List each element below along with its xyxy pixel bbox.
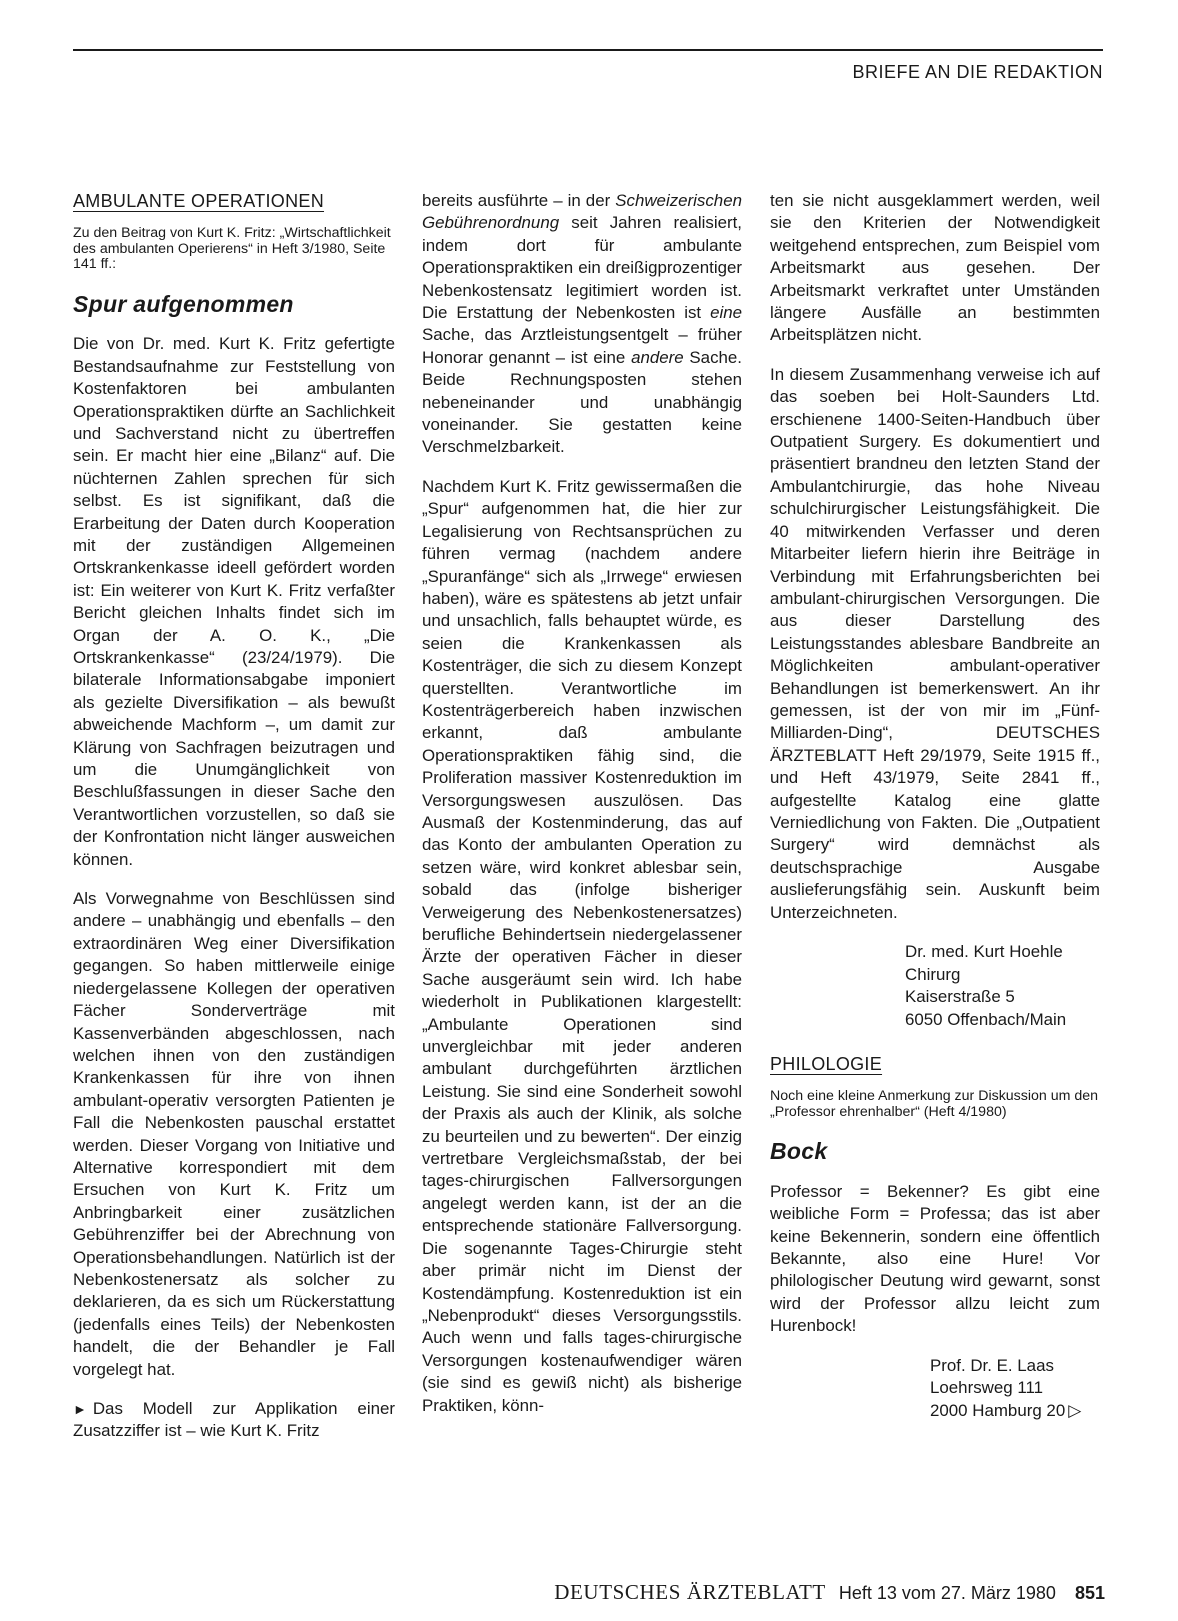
paragraph — [422, 190, 742, 459]
signature-line: Dr. med. Kurt Hoehle — [905, 942, 1063, 961]
continue-arrow-icon: ▷ — [1068, 1400, 1082, 1420]
page-number: 851 — [1074, 1583, 1105, 1603]
column-1 — [73, 190, 395, 1460]
column-2 — [422, 190, 742, 1434]
signature-line — [930, 1400, 1100, 1423]
article-title-spur: Spur aufgenommen — [73, 290, 294, 317]
section-header: BRIEFE AN DIE REDAKTION — [852, 62, 1103, 82]
paragraph: Nachdem Kurt K. Fritz gewissermaßen die „Spur“ aufgenommen hat, die hier zur Legalisierung von Rechtsansprüchen zu führen vermag (nachdem andere „Spuranfänge“ sich als „Irrwege“ erwiesen haben), wäre es spätestens ab jetzt unfair und unsachlich, falls behauptet würde, es seien die Krankenkassen als Kostenträger, die sich zu diesem Konzept querstellten. Verantwortliche im Kostenträgerbereich haben inzwischen erkannt, daß ambulante Operationspraktiken fähig sind, die Proliferation massiver Kostenreduktion im Versorgungswesen auszulösen. Das Ausmaß der Kostenminderung, das auf das Konto der ambulanten Operation zu setzen wäre, wird konkret ablesbar sein, sobald das (infolge bisheriger Verweigerung des Nebenkostenersatzes) berufliche Behindertsein niedergelassener Ärzte der operativen Fächer in dieser Sache ausgeräumt sein wird. Ich habe wiederholt in Publikationen klargestellt: „Ambulante Operationen sind unvergleichbar mit jeder anderen ambulant durchgeführten ärztlichen Leistung. Sie sind eine Sonderheit sowohl der Praxis als auch der Klinik, als solche zu beurteilen und zu bewerten“. Der einzig vertretbare Vergleichsmaßstab, der bei tages-chirurgischen Fallversorgungen angelegt werden kann, ist der an die entsprechende stationäre Fallversorgung. Die sogenannte Tages-Chirurgie steht aber primär nicht im Dienst der Kostendämpfung. Kostenreduktion ist ein „Nebenprodukt“ dieses Versorgungsstils. Auch wenn und falls tages-chirurgische Versorgungen kostenaufwendiger wären (sie sind es gewiß nicht) als bisherige Praktiken, könn- — [422, 476, 742, 1415]
article-intro: Zu den Beitrag von Kurt K. Fritz: „Wirtschaftlichkeit des ambulanten Operierens“ in Heft 3/1980, Seite 141 ff.: — [73, 225, 391, 273]
text-run: Sache, das Arztleistungsentgelt – früher Honorar genannt – ist eine — [422, 325, 742, 367]
signature-block-hoehle — [770, 941, 1100, 1031]
journal-name: DEUTSCHES ÄRZTEBLATT — [554, 1580, 826, 1604]
paragraph: In diesem Zusammenhang verweise ich auf das soeben bei Holt-Saunders Ltd. erschienene 1400-Seiten-Handbuch über Outpatient Surgery. Es dokumentiert und präsentiert brandneu den letzten Stand der Ambulantchirurgie, das hohe Niveau schulchirurgischer Leistungsfähigkeit. Die 40 mitwirkenden Verfasser und deren Mitarbeiter liefern hierin ihre Beiträge in Verbindung mit Erfahrungsberichten bei ambulant-chirurgischen Versorgungen. Die aus dieser Darstellung des Leistungsstandes ablesbare Bandbreite an Möglichkeiten ambulant-operativer Behandlungen ist bemerkenswert. An ihr gemessen, ist der von mir im „Fünf-Milliarden-Ding“, DEUTSCHES ÄRZTEBLATT Heft 29/1979, Seite 1915 ff., und Heft 43/1979, Seite 2841 ff., aufgestellte Katalog eine glatte Verniedlichung von Fakten. Die „Outpatient Surgery“ wird demnächst als deutschsprachige Ausgabe auslieferungsfähig sein. Auskunft beim Unterzeichneten. — [770, 364, 1100, 922]
paragraph-marker-icon: ► — [73, 1401, 87, 1417]
paragraph-text: Das Modell zur Applikation einer Zusatzziffer ist – wie Kurt K. Fritz — [73, 1399, 395, 1441]
header-rule — [73, 49, 1103, 51]
text-run: seit Jahren realisiert, indem dort für ambulante Operationspraktiken ein dreißigprozentiger Nebenkostensatz legitimiert worden ist. Die Erstattung der Nebenkosten ist — [422, 213, 742, 323]
paragraph: Als Vorwegnahme von Beschlüssen sind andere – unabhängig und ebenfalls – den extraordinären Weg einer Diversifikation gegangen. So haben mittlerweile einige niedergelassene Kollegen der operativen Fächer Sonderverträge mit Kassenverbänden abgeschlossen, nach welchen ihnen von den zuständigen Krankenkassen für ihre von ihnen ambulant-operativ versorgten Patienten je Fall die Nebenkosten pauschal erstattet werden. Dieser Vorgang von Initiative und Alternative korrespondiert mit dem Ersuchen von Kurt K. Fritz um Anbringbarkeit einer zusätzlichen Gebührenziffer bei der Abrechnung von Operationsbehandlungen. Natürlich ist der Nebenkostenersatz als solcher zu deklarieren, da es sich um Rückerstattung (jedenfalls eines Teils) der Nebenkosten handelt, die der Behandler je Fall vorgelegt hat. — [73, 889, 395, 1379]
signature-text: 2000 Hamburg 20 — [930, 1400, 1066, 1420]
article-title-bock: Bock — [770, 1138, 828, 1165]
signature-line: Loehrsweg 111 — [930, 1378, 1043, 1398]
section-heading-philologie: PHILOLOGIE — [770, 1054, 883, 1074]
text-run: Sache. Beide Rechnungsposten stehen nebeneinander und unabhängig voneinander. Sie gestatten keine Verschmelzbarkeit. — [422, 347, 742, 457]
emphasis: Schweizerischen Gebührenordnung — [422, 191, 742, 233]
emphasis: eine — [710, 303, 742, 323]
paragraph — [73, 1398, 395, 1443]
signature-line: Chirurg — [905, 964, 961, 984]
column-3 — [770, 190, 1100, 1444]
text-run: bereits ausführte – in der — [422, 191, 616, 210]
paragraph: ten sie nicht ausgeklammert werden, weil sie den Kriterien der Notwendigkeit weitgehend entsprechen, zum Beispiel vom Arbeitsmarkt aus gesehen. Der Arbeitsmarkt verkraftet unter Umständen längere Ausfälle an bestimmten Arbeitsplätzen nicht. — [770, 191, 1100, 345]
page-footer — [554, 1580, 1105, 1605]
emphasis: andere — [631, 347, 684, 367]
signature-line: Kaiserstraße 5 — [905, 987, 1015, 1006]
issue-info: Heft 13 vom 27. März 1980 — [838, 1583, 1056, 1603]
section-heading-ambulante-operationen: AMBULANTE OPERATIONEN — [73, 191, 325, 211]
signature-line: 6050 Offenbach/Main — [905, 1009, 1067, 1029]
article-intro: Noch eine kleine Anmerkung zur Diskussion um den „Professor ehrenhalber“ (Heft 4/1980) — [770, 1088, 1099, 1120]
paragraph: Professor = Bekenner? Es gibt eine weibliche Form = Professa; das ist aber keine Bekennerin, sondern eine öffentlich Bekannte, also eine Hure! Vor philologischer Deutung wird gewarnt, sonst wird der Professor allzu leicht zum Hurenbock! — [770, 1181, 1100, 1336]
paragraph: Die von Dr. med. Kurt K. Fritz gefertigte Bestandsaufnahme zur Feststellung von Kostenfaktoren bei ambulanten Operationspraktiken dürfte an Sachlichkeit und Sachverstand nicht zu übertreffen sein. Er macht hier eine „Bilanz“ auf. Die nüchternen Zahlen sprechen für sich selbst. Es ist signifikant, daß die Erarbeitung der Daten durch Kooperation mit der zuständigen Allgemeinen Ortskrankenkasse ideell gefördert worden ist: Ein weiterer von Kurt K. Fritz verfaßter Bericht gleichen Inhalts findet sich im Organ der A. O. K., „Die Ortskrankenkasse“ (23/24/1979). Die bilaterale Informationsabgabe imponiert als gezielte Diversifikation – als bewußt abweichende Machform –, um damit zur Klärung von Sachfragen beizutragen und um die Unumgänglichkeit von Beschlußfassungen in dieser Sache den Verantwortlichen vorzustellen, so daß sie der Konfrontation nicht länger ausweichen können. — [73, 334, 395, 869]
signature-line: Prof. Dr. E. Laas — [930, 1355, 1054, 1375]
signature-block-laas — [770, 1355, 1100, 1423]
